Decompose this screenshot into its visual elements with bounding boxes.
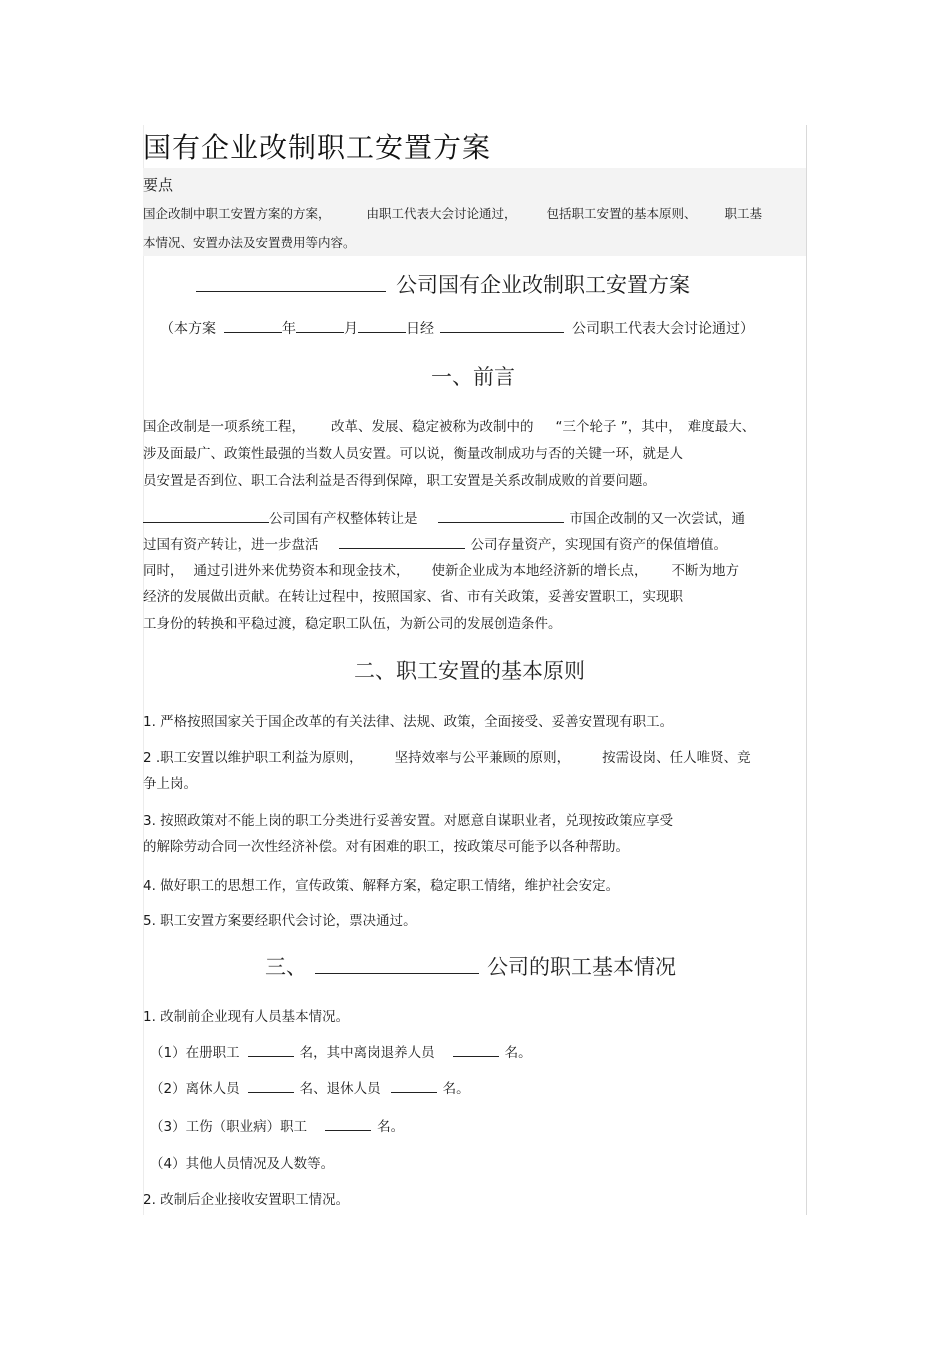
paragraph-line: 过国有资产转让，进一步盘活 公司存量资产，实现国有资产的保值增值。 (143, 533, 727, 553)
list-item: 5. 职工安置方案要经职代会讨论，票决通过。 (143, 913, 417, 929)
list-item-continuation: 争上岗。 (143, 776, 197, 792)
document-subtitle: 公司国有企业改制职工安置方案 (196, 266, 690, 299)
list-item: 1. 严格按照国家关于国企改革的有关法律、法规、政策，全面接受、妥善安置现有职工。 (143, 714, 674, 730)
city-blank (438, 508, 564, 523)
section-2-heading: 二、职工安置的基本原则 (354, 659, 585, 683)
paragraph-line: 涉及面最广、政策性最强的当数人员安置。可以说，衡量改制成功与否的关键一环，就是人 (143, 446, 683, 462)
list-item: （4）其他人员情况及人数等。 (150, 1156, 335, 1172)
document-title: 国有企业改制职工安置方案 (143, 131, 492, 164)
day-blank (358, 318, 406, 333)
company-blank (339, 534, 465, 549)
count-blank (453, 1042, 499, 1057)
paragraph-line: 员安置是否到位、职工合法利益是否得到保障，职工安置是关系改制成败的首要问题。 (143, 473, 656, 489)
paragraph-line: 经济的发展做出贡献。在转让过程中，按照国家、省、市有关政策，妥善安置职工，实现职 (143, 589, 683, 605)
section-3-heading: 三、 公司的职工基本情况 (265, 955, 676, 979)
company-blank (143, 508, 269, 523)
list-item: 3. 按照政策对不能上岗的职工分类进行妥善安置。对愿意自谋职业者，兑现按政策应享受 (143, 813, 674, 829)
paragraph-line: 国企改制是一项系统工程， 改革、发展、稳定被称为改制中的 “三个轮子 ”，其中， 难度最大、 (143, 419, 756, 435)
list-item: （1）在册职工 名，其中离岗退养人员 名。 (150, 1041, 532, 1061)
list-item-continuation: 的解除劳动合同一次性经济补偿。对有困难的职工，按政策尽可能予以各种帮助。 (143, 839, 629, 855)
paragraph-line: 工身份的转换和平稳过渡，稳定职工队伍，为新公司的发展创造条件。 (143, 616, 562, 632)
paragraph-line: 同时， 通过引进外来优势资本和现金技术， 使新企业成为本地经济新的增长点， 不断为地方 (143, 563, 739, 579)
list-item: 2. 改制后企业接收安置职工情况。 (143, 1192, 350, 1208)
company-blank (315, 953, 479, 974)
summary-text: 国企改制中职工安置方案的方案， 由职工代表大会讨论通过， 包括职工安置的基本原则、 职工基 (143, 206, 763, 221)
company-name-blank (196, 266, 386, 292)
count-blank (248, 1078, 294, 1093)
month-blank (296, 318, 344, 333)
approval-line: （本方案 年 月 日经 公司职工代表大会讨论通过） (160, 318, 754, 338)
paragraph-line: 公司国有产权整体转让是 市国企改制的又一次尝试，通 (143, 507, 745, 527)
count-blank (391, 1078, 437, 1093)
list-item: 2 .职工安置以维护职工利益为原则， 坚持效率与公平兼顾的原则， 按需设岗、任人唯贤、竞 (143, 750, 751, 766)
company-blank (440, 318, 564, 333)
section-1-heading: 一、前言 (431, 365, 515, 389)
list-item: 4. 做好职工的思想工作，宣传政策、解释方案，稳定职工情绪，维护社会安定。 (143, 878, 620, 894)
list-item: （3）工伤（职业病）职工 名。 (150, 1115, 404, 1135)
count-blank (325, 1116, 371, 1131)
list-item: 1. 改制前企业现有人员基本情况。 (143, 1009, 350, 1025)
list-item: （2）离休人员 名、退休人员 名。 (150, 1077, 470, 1097)
count-blank (248, 1042, 294, 1057)
summary-text-line2: 本情况、安置办法及安置费用等内容。 (143, 235, 356, 250)
summary-heading: 要点 (143, 176, 174, 194)
year-blank (224, 318, 282, 333)
